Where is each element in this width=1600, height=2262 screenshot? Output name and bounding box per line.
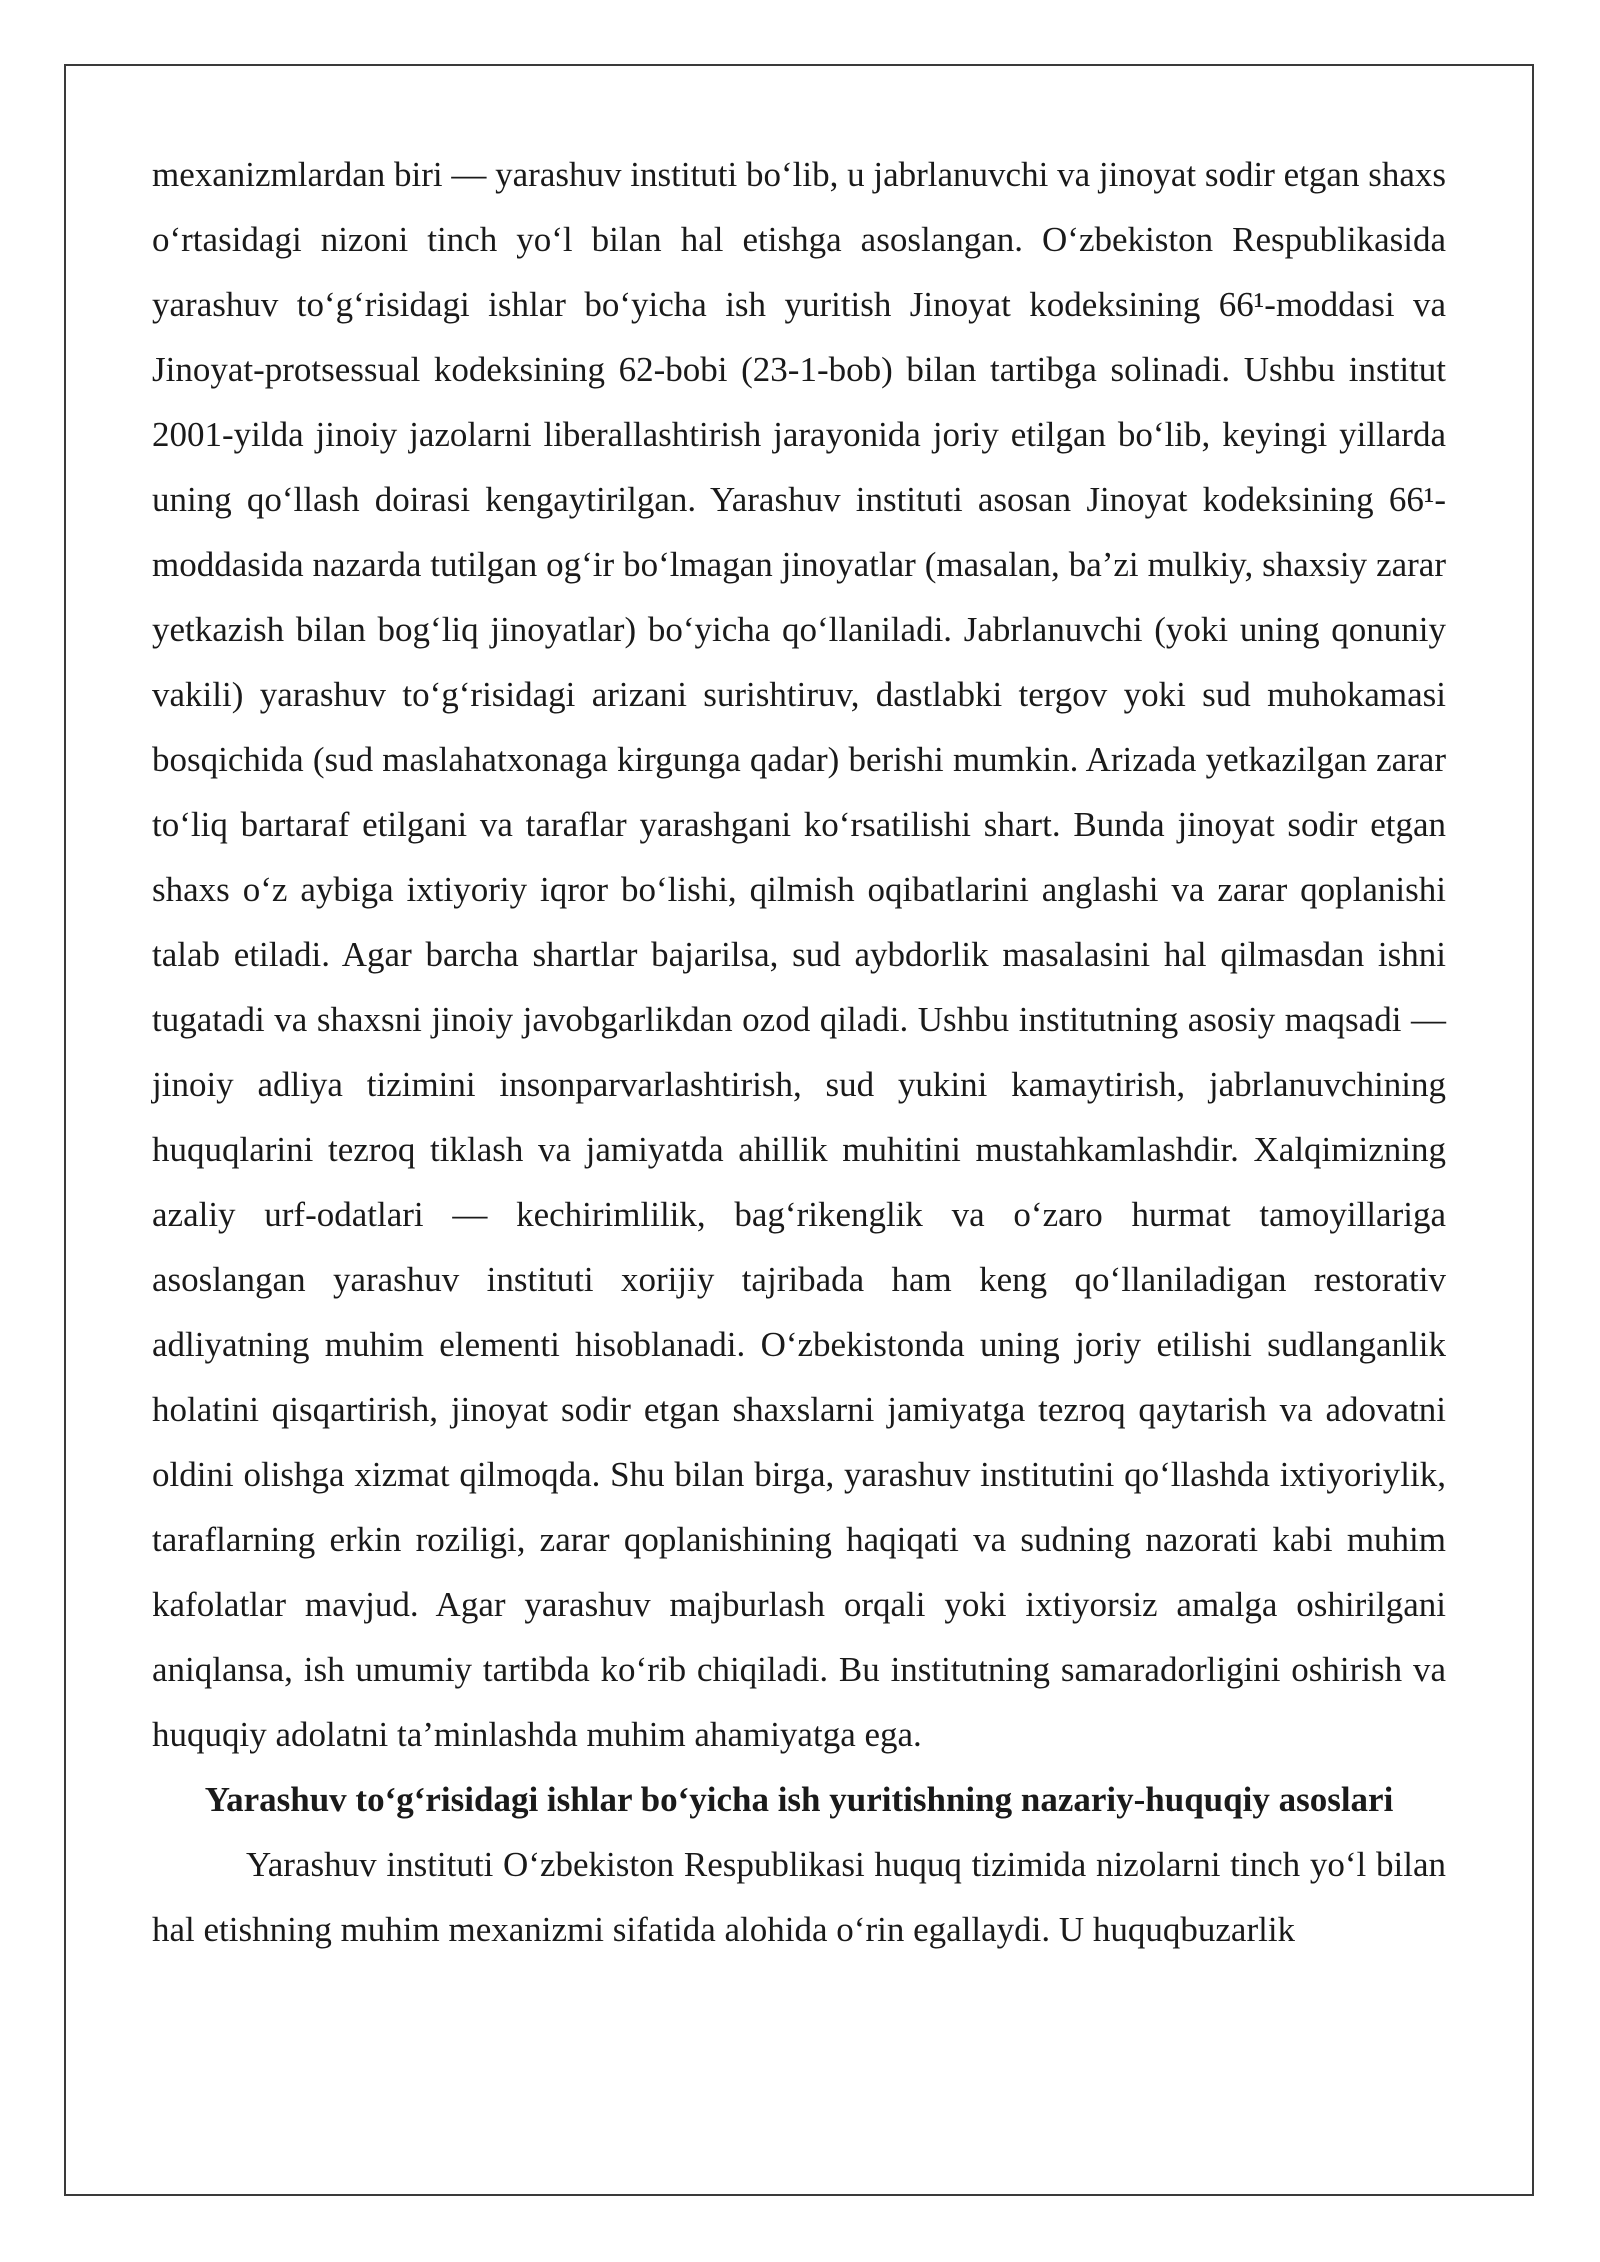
body-paragraph: Yarashuv instituti O‘zbekiston Respublikasi huquq tizimida nizolarni tinch yo‘l bilan hal etishning muhim mexanizmi sifatida alohida o‘rin egallaydi. U huquqbuzarlik xyxy=(152,1845,1446,1949)
section-heading: Yarashuv to‘g‘risidagi ishlar bo‘yicha ish yuritishning nazariy-huquqiy asoslari xyxy=(204,1780,1394,1819)
body-paragraph: mexanizmlardan biri — yarashuv instituti bo‘lib, u jabrlanuvchi va jinoyat sodir etgan shaxs o‘rtasidagi nizoni tinch yo‘l bilan hal etishga asoslangan. O‘zbekiston Respublikasida yarashuv to‘g‘risidagi ishlar bo‘yicha ish yuritish Jinoyat kodeksining 66¹-moddasi va Jinoyat-protsessual kodeksining 62-bobi (23-1-bob) bilan tartibga solinadi. Ushbu institut 2001-yilda jinoiy jazolarni liberallashtirish jarayonida joriy etilgan bo‘lib, keyingi yillarda uning qo‘llash doirasi kengaytirilgan. Yarashuv instituti asosan Jinoyat kodeksining 66¹-moddasida nazarda tutilgan og‘ir bo‘lmagan jinoyatlar (masalan, ba’zi mulkiy, shaxsiy zarar yetkazish bilan bog‘liq jinoyatlar) bo‘yicha qo‘llaniladi. Jabrlanuvchi (yoki uning qonuniy vakili) yarashuv to‘g‘risidagi arizani surishtiruv, dastlabki tergov yoki sud muhokamasi bosqichida (sud maslahatxonaga kirgunga qadar) berishi mumkin. Arizada yetkazilgan zarar to‘liq bartaraf etilgani va taraflar yarashgani ko‘rsatilishi shart. Bunda jinoyat sodir etgan shaxs o‘z aybiga ixtiyoriy iqror bo‘lishi, qilmish oqibatlarini anglashi va zarar qoplanishi talab etiladi. Agar barcha shartlar bajarilsa, sud aybdorlik masalasini hal qilmasdan ishni tugatadi va shaxsni jinoiy javobgarlikdan ozod qiladi. Ushbu institutning asosiy maqsadi — jinoiy adliya tizimini insonparvarlashtirish, sud yukini kamaytirish, jabrlanuvchining huquqlarini tezroq tiklash va jamiyatda ahillik muhitini mustahkamlashdir. Xalqimizning azaliy urf-odatlari — kechirimlilik, bag‘rikenglik va o‘zaro hurmat tamoyillariga asoslangan yarashuv instituti xorijiy tajribada ham keng qo‘llaniladigan restorativ adliyatning muhim elementi hisoblanadi. O‘zbekistonda uning joriy etilishi sudlanganlik holatini qisqartirish, jinoyat sodir etgan shaxslarni jamiyatga tezroq qaytarish va adovatni oldini olishga xizmat qilmoqda. Shu bilan birga, yarashuv institutini qo‘llashda ixtiyoriylik, taraflarning erkin roziligi, zarar qoplanishining haqiqati va sudning nazorati kabi muhim kafolatlar mavjud. Agar yarashuv majburlash orqali yoki ixtiyorsiz amalga oshirilgani aniqlansa, ish umumiy tartibda ko‘rib chiqiladi. Bu institutning samaradorligini oshirish va huquqiy adolatni ta’minlashda muhim ahamiyatga ega. xyxy=(152,155,1446,1754)
document-body xyxy=(152,142,1446,1962)
